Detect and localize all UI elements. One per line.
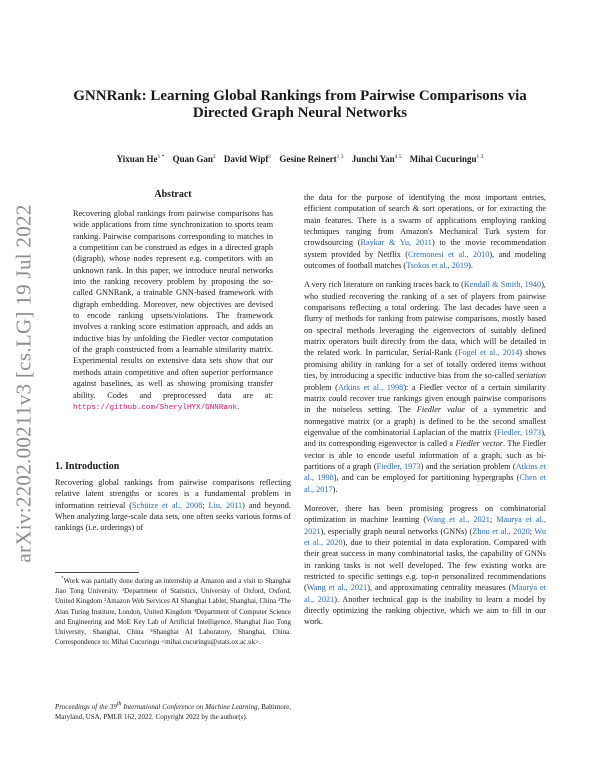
citation-link[interactable]: Liu, 2011 [208, 500, 243, 510]
citation-link[interactable]: Raykar & Yu, 2011 [360, 238, 432, 248]
author: Junchi Yan$^{4 5}$ [351, 154, 402, 164]
right-column [304, 192, 546, 636]
paragraph-applications: the data for the purpose of identifying the most important entries, efficient computation of search & sort operations, or for extracting the main features. There is a swarm of applications employing ranking techniques ranging from Amazon's Mechanical Turk system for crowdsourcing (Raykar & Yu, 2011) to the movie recommendation system provided by Netflix (Cremonesi et al., 2010), and modeling outcomes of football matches (Tsokos et al., 2019). [304, 193, 547, 271]
proceedings-note: Proceedings of the 39th International Conference on Machine Learning, Baltimore, Maryland, USA, PMLR 162, 2022. Copyright 2022 by the author(s). [55, 701, 291, 722]
abstract-text: Recovering global rankings from pairwise comparisons has wide applications from time synchronization to sports team ranking. Pairwise comparisons corresponding to matches in a competition can be construed as edges in a directed graph (digraph), whose nodes represent e.g. competitors with an unknown rank. In this paper, we introduce neural networks into the ranking recovery problem by proposing the so-called GNNRank, a trainable GNN-based framework with digraph embedding. Moreover, new objectives are devised to encode ranking upsets/violations. The framework involves a ranking score estimation approach, and adds an inductive bias by unfolding the Fiedler vector computation of the graph constructed from a learnable similarity matrix. Experimental results on extensive data sets show that our methods attain competitive and often superior performance against baselines, as well as showing promising transfer ability. Codes and preprocessed data are at: [73, 209, 273, 400]
citation-link[interactable]: Wang et al., 2021 [306, 583, 368, 593]
citation-link[interactable]: Fogel et al., 2014 [457, 348, 520, 358]
abstract-body: Recovering global rankings from pairwise comparisons has wide applications from time synchronization to sports team ranking. Pairwise comparisons corresponding to matches in a competition can be construed as edges in a directed graph (digraph), whose nodes represent e.g. competitors with an unknown rank. In this paper, we introduce neural networks into the ranking recovery problem by proposing the so-called GNNRank, a trainable GNN-based framework with digraph embedding. Moreover, new objectives are devised to encode ranking upsets/violations. The framework involves a ranking score estimation approach, and adds an inductive bias by unfolding the Fiedler vector computation of the graph constructed from a learnable similarity matrix. Experimental results on extensive data sets show that our methods attain competitive and often superior performance against baselines, as well as showing promising transfer ability. Codes and preprocessed data are at: https://github.com/SherylHYX/GNNRank. [73, 209, 273, 412]
citation-link[interactable]: Fiedler, 1973 [496, 427, 542, 437]
author: Gesine Reinert$^{1 3}$ [279, 154, 344, 164]
author: Yixuan $He^{1 *}$ [116, 154, 165, 164]
citation-link[interactable]: Maurya et al., 2021 [304, 583, 546, 604]
arxiv-id-text: arXiv:2202.00211v3 [cs.LG] 19 Jul 2022 [11, 203, 36, 563]
author: Quan Gan$^2$ [172, 154, 216, 164]
citation-link[interactable]: Atkins et al., 1998 [337, 382, 404, 392]
section-heading-introduction: 1. Introduction [55, 461, 120, 472]
citation-link[interactable]: Kendall & Smith, 1940 [463, 280, 542, 290]
footnote: *Work was partially done during an internship at Amazon and a visit to Shanghai Jiao Tong University. ¹Department of Statistics, University of Oxford, Oxford, United Kingdom ²Amazon Web Services AI Shanghai Lablet, Shanghai, China ³The Alan Turing Institute, London, United Kingdom ⁴Department of Computer Science and Engineering and MoE Key Lab of Artificial Intelligence, Shanghai Jiao Tong University, Shanghai, China ⁵Shanghai AI Laboratory, Shanghai, China. Correspondence to: Mihai Cucuringu <mihai.cucuringu@stats.ox.ac.uk>. [55, 576, 292, 647]
author-list [60, 154, 540, 164]
citation-link[interactable]: Wu et al., 2020 [304, 526, 546, 547]
citation-link[interactable]: Schütze et al., 2008 [131, 500, 203, 510]
code-link[interactable]: https://github.com/SherylHYX/GNNRank [73, 403, 238, 412]
citation-link[interactable]: Zhou et al., 2020 [472, 526, 530, 536]
citation-link[interactable]: Tsokos et al., 2019 [406, 261, 469, 271]
citation-link[interactable]: Cremonesi et al., 2010 [408, 249, 490, 259]
paragraph-literature: A very rich literature on ranking traces back to (Kendall & Smith, 1940), who studied recovering the ranking of a set of players from pairwise comparisons reflecting a total ordering. The last decades have seen a flurry of methods for ranking from pairwise comparisons, mostly based on spectral methods leveraging the eigenvectors of suitably defined matrix operators built directly from the data, which will be detailed in the related work. In particular, Serial-Rank (Fogel et al., 2014) shows promising ability in ranking for a set of totally ordered items without ties, by introducing a specific inductive bias from the so-called seriation problem (Atkins et al., 1998): a Fiedler vector of a certain similarity matrix could recover true rankings given enough pairwise comparisons in the noiseless setting. The Fiedler value of a symmetric and nonnegative matrix (or a graph) is defined to be the second smallest eigenvalue of the combinatorial Laplacian of the matrix (Fiedler, 1973), and its corresponding eigenvector is called a Fiedler vector. The Fiedler vector is able to encode useful information of a graph, such as bi-partitions of a graph (Fiedler, 1973) and the seriation problem (Atkins et al., 1998), and can be employed for partitioning hypergraphs (Chen et al., 2017). [304, 280, 546, 494]
paragraph-gnn-progress: Moreover, there has been promising progress on combinatorial optimization in machine learning (Wang et al., 2021; Maurya et al., 2021), especially graph neural networks (GNNs) (Zhou et al., 2020; Wu et al., 2020), due to their potential in data exploration. Compared with their great success in many combinatorial tasks, the capability of GNNs in ranking tasks is not well developed. The few existing works are restricted to specific settings e.g. top-n personalized recommendations (Wang et al., 2021), and approximating centrality measures (Maurya et al., 2021). Another technical gap is the inability to learn a model by directly optimizing the ranking objective, which we aim to fill in our work. [304, 503, 547, 627]
arxiv-identifier [9, 176, 39, 590]
abstract-heading: Abstract [154, 189, 192, 200]
citation-link[interactable]: Wang et al., 2021 [426, 515, 490, 525]
citation-link[interactable]: Fiedler, 1973 [376, 461, 421, 471]
footnote-divider [55, 572, 139, 573]
citation-link[interactable]: Chen et al., 2017 [304, 473, 546, 494]
paper-title: GNNRank: Learning Global Rankings from Pairwise Comparisons via Directed Graph Neural Networks [73, 88, 527, 121]
citation-link[interactable]: Atkins et al., 1998 [304, 461, 546, 483]
author: David Wipf$^2$ [223, 154, 272, 164]
intro-paragraph: Recovering global rankings from pairwise comparisons reflecting relative latent strengths or scores is a fundamental problem in information retrieval (Schütze et al., 2008; Liu, 2011) and beyond. When analyzing large-scale data sets, one often seeks various forms of rankings (i.e. orderings) of [55, 478, 291, 533]
author: Mihai Cucuringu$^{1 3}$ [409, 154, 484, 164]
citation-link[interactable]: Maurya et al., 2021 [304, 515, 546, 536]
